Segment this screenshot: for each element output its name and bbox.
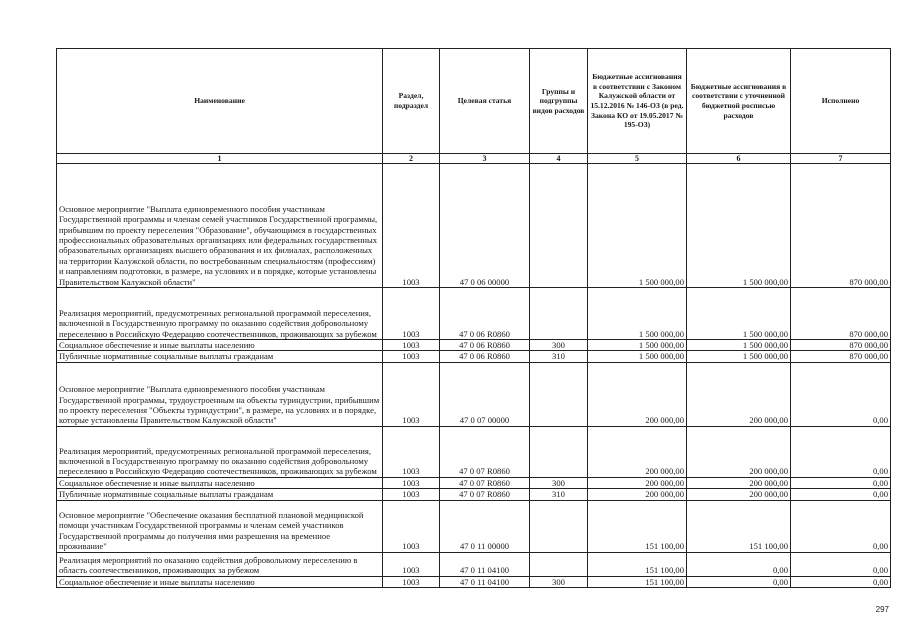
row-name: Социальное обеспечение и иные выплаты населению — [57, 340, 383, 351]
row-name: Основное мероприятие "Выплата единовременного пособия участникам Государственной программы, трудоустроенным на объекты туриндустрии, прибывшим по проекту переселения "Объекты туриндустрии", в размере, на условиях и в порядке, которые установлены Правительством Калужской области" — [57, 362, 383, 426]
row-executed-amount: 0,00 — [791, 426, 891, 477]
column-number: 4 — [530, 154, 588, 164]
row-law-amount: 200 000,00 — [588, 489, 687, 500]
table-row — [57, 500, 891, 552]
table-row — [57, 576, 891, 587]
header-executed: Исполнено — [791, 49, 891, 154]
table-row — [57, 340, 891, 351]
column-number-row — [57, 154, 891, 164]
header-section: Раздел, подраздел — [383, 49, 440, 154]
row-section: 1003 — [383, 500, 440, 552]
table-row — [57, 426, 891, 477]
row-section: 1003 — [383, 552, 440, 576]
row-executed-amount: 0,00 — [791, 500, 891, 552]
row-target: 47 0 07 00000 — [440, 362, 530, 426]
row-name: Основное мероприятие "Выплата единовременного пособия участникам Государственной программы и членам семей участников Государственной программы, прибывшим по проекту переселения "Образование", обучающимся в государственных профессиональных образовательных организациях или федеральных государственных образовательных организациях высшего образования и их филиалах, расположенных на территории Калужской области, по востребованным специальностям (профессиям) и направлениям подготовки, в размере, на условиях и в порядке, которые установлены Правительством Калужской области" — [57, 164, 383, 288]
row-executed-amount: 870 000,00 — [791, 164, 891, 288]
row-executed-amount: 0,00 — [791, 362, 891, 426]
row-law-amount: 1 500 000,00 — [588, 351, 687, 362]
row-group — [530, 500, 588, 552]
table-row — [57, 288, 891, 340]
row-target: 47 0 06 R0860 — [440, 351, 530, 362]
row-executed-amount: 870 000,00 — [791, 351, 891, 362]
row-section: 1003 — [383, 340, 440, 351]
row-law-amount: 151 100,00 — [588, 552, 687, 576]
column-number: 5 — [588, 154, 687, 164]
row-target: 47 0 07 R0860 — [440, 489, 530, 500]
column-number: 2 — [383, 154, 440, 164]
row-law-amount: 200 000,00 — [588, 477, 687, 488]
header-groups: Группы и подгруппы видов расходов — [530, 49, 588, 154]
table-row — [57, 477, 891, 488]
row-name: Публичные нормативные социальные выплаты гражданам — [57, 351, 383, 362]
row-group — [530, 288, 588, 340]
row-target: 47 0 11 00000 — [440, 500, 530, 552]
table-row — [57, 489, 891, 500]
row-executed-amount: 0,00 — [791, 489, 891, 500]
row-executed-amount: 0,00 — [791, 576, 891, 587]
row-law-amount: 1 500 000,00 — [588, 288, 687, 340]
row-group: 300 — [530, 340, 588, 351]
column-number: 3 — [440, 154, 530, 164]
row-law-amount: 1 500 000,00 — [588, 164, 687, 288]
row-group — [530, 552, 588, 576]
header-law: Бюджетные ассигнования в соответствии с Законом Калужской области от 15.12.2016 № 146-ОЗ (в ред. Закона КО от 19.05.2017 № 195-ОЗ) — [588, 49, 687, 154]
row-group — [530, 164, 588, 288]
row-refined-amount: 1 500 000,00 — [687, 288, 791, 340]
row-group — [530, 362, 588, 426]
budget-table — [56, 48, 891, 588]
row-section: 1003 — [383, 164, 440, 288]
column-number: 1 — [57, 154, 383, 164]
row-executed-amount: 0,00 — [791, 552, 891, 576]
row-name: Социальное обеспечение и иные выплаты населению — [57, 477, 383, 488]
row-section: 1003 — [383, 362, 440, 426]
row-target: 47 0 07 R0860 — [440, 426, 530, 477]
table-row — [57, 552, 891, 576]
row-law-amount: 151 100,00 — [588, 576, 687, 587]
row-refined-amount: 1 500 000,00 — [687, 340, 791, 351]
row-name: Основное мероприятие "Обеспечение оказания бесплатной плановой медицинской помощи участникам Государственной программы и членам семей участников Государственной программы до получения ими разрешения на временное проживание" — [57, 500, 383, 552]
row-target: 47 0 07 R0860 — [440, 477, 530, 488]
row-section: 1003 — [383, 576, 440, 587]
table-row — [57, 362, 891, 426]
row-group: 300 — [530, 477, 588, 488]
table-row — [57, 351, 891, 362]
row-refined-amount: 1 500 000,00 — [687, 164, 791, 288]
row-executed-amount: 870 000,00 — [791, 288, 891, 340]
row-section: 1003 — [383, 288, 440, 340]
row-group: 310 — [530, 489, 588, 500]
header-refined: Бюджетные ассигнования в соответствии с уточненной бюджетной росписью расходов — [687, 49, 791, 154]
header-row — [57, 49, 891, 154]
row-name: Реализация мероприятий, предусмотренных региональной программой переселения, включенной в Государственную программу по оказанию содействия добровольному переселению в Российскую Федерацию соотечественников, проживающих за рубежом — [57, 288, 383, 340]
column-number: 6 — [687, 154, 791, 164]
header-target: Целевая статья — [440, 49, 530, 154]
row-law-amount: 151 100,00 — [588, 500, 687, 552]
page-number: 297 — [875, 605, 889, 614]
row-target: 47 0 11 04100 — [440, 576, 530, 587]
table-row — [57, 164, 891, 288]
row-group: 300 — [530, 576, 588, 587]
row-refined-amount: 200 000,00 — [687, 426, 791, 477]
row-group — [530, 426, 588, 477]
header-name: Наименование — [57, 49, 383, 154]
row-section: 1003 — [383, 477, 440, 488]
row-refined-amount: 1 500 000,00 — [687, 351, 791, 362]
row-refined-amount: 151 100,00 — [687, 500, 791, 552]
row-section: 1003 — [383, 426, 440, 477]
row-name: Реализация мероприятий, предусмотренных региональной программой переселения, включенной в Государственную программу по оказанию содействия добровольному переселению в Российскую Федерацию соотечественников, проживающих за рубежом — [57, 426, 383, 477]
column-number: 7 — [791, 154, 891, 164]
row-law-amount: 200 000,00 — [588, 426, 687, 477]
row-name: Социальное обеспечение и иные выплаты населению — [57, 576, 383, 587]
row-executed-amount: 0,00 — [791, 477, 891, 488]
row-refined-amount: 200 000,00 — [687, 477, 791, 488]
row-law-amount: 200 000,00 — [588, 362, 687, 426]
row-executed-amount: 870 000,00 — [791, 340, 891, 351]
row-law-amount: 1 500 000,00 — [588, 340, 687, 351]
row-refined-amount: 0,00 — [687, 576, 791, 587]
row-section: 1003 — [383, 489, 440, 500]
row-refined-amount: 0,00 — [687, 552, 791, 576]
row-refined-amount: 200 000,00 — [687, 362, 791, 426]
row-group: 310 — [530, 351, 588, 362]
row-refined-amount: 200 000,00 — [687, 489, 791, 500]
row-target: 47 0 06 00000 — [440, 164, 530, 288]
row-name: Реализация мероприятий по оказанию содействия добровольному переселению в область соотечественников, проживающих за рубежом — [57, 552, 383, 576]
row-target: 47 0 06 R0860 — [440, 340, 530, 351]
row-section: 1003 — [383, 351, 440, 362]
row-target: 47 0 06 R0860 — [440, 288, 530, 340]
row-name: Публичные нормативные социальные выплаты гражданам — [57, 489, 383, 500]
row-target: 47 0 11 04100 — [440, 552, 530, 576]
